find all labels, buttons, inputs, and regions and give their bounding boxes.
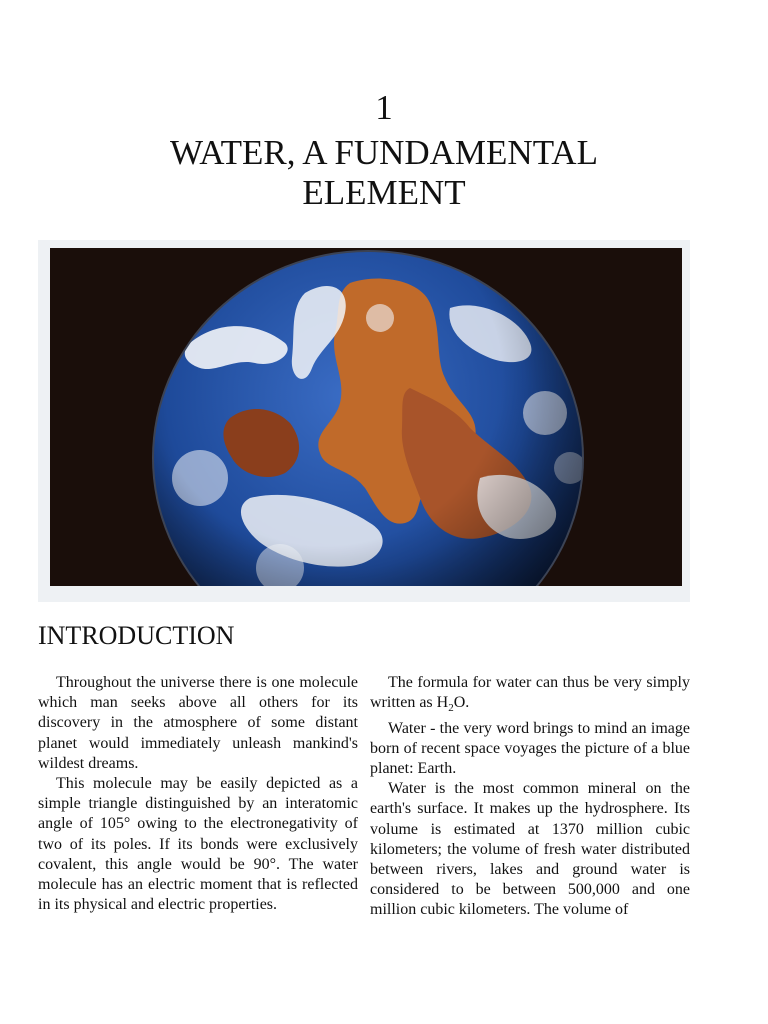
paragraph: Water - the very word brings to mind an image born of recent space voyages the picture of a blue planet: Earth.	[370, 719, 690, 777]
paragraph: Throughout the universe there is one molecule which man seeks above all others for its discovery in the atmosphere of some distant planet would immediately unleash mankind's wildest dreams.	[38, 674, 358, 772]
earth-globe-image	[50, 248, 682, 586]
right-text-column	[370, 673, 690, 921]
chapter-title	[80, 133, 688, 213]
chapter-number: 1	[375, 88, 393, 127]
formula-subscript: 2	[448, 702, 454, 715]
paragraph: Water is the most common mineral on the earth's surface. It makes up the hydrosphere. Its volume is estimated at 1370 million cubic kilometers; the volume of fresh water distributed between rivers, lakes and ground water is considered to be between 500,000 and one million cubic kilometers. The volume of	[370, 780, 690, 919]
formula-text-end: O.	[453, 694, 470, 712]
paragraph: This molecule may be easily depicted as a simple triangle distinguished by an interatomic angle of 105° owing to the electronegativity of two of its poles. If its bonds were exclusively covalent, this angle would be 90°. The water molecule has an electric moment that is reflected in its physical and electric properties.	[38, 775, 358, 914]
formula-text: The formula for water can thus be very simply written as H	[370, 674, 690, 712]
chapter-title-line-2: ELEMENT	[302, 173, 466, 212]
earth-photo-frame	[38, 240, 690, 602]
paragraph-formula	[370, 673, 690, 719]
left-text-column	[38, 673, 358, 915]
chapter-title-line-1: WATER, A FUNDAMENTAL	[170, 133, 598, 172]
earth-photo	[50, 248, 682, 586]
section-heading: INTRODUCTION	[38, 621, 235, 650]
